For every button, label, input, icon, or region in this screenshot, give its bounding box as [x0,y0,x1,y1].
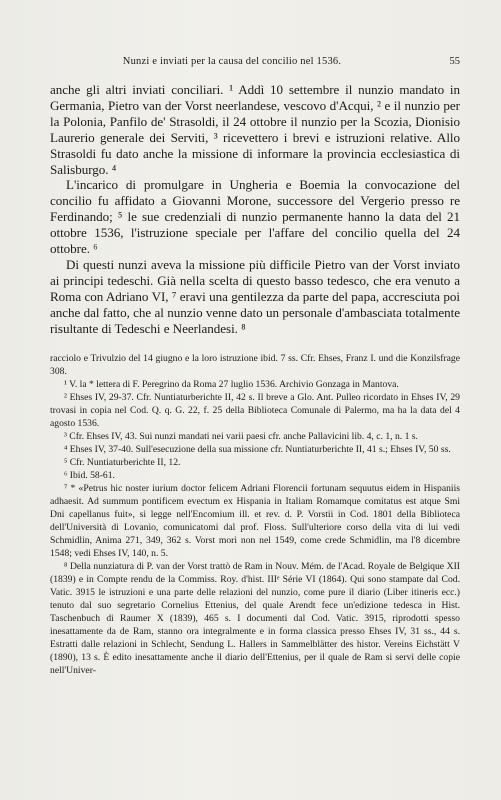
footnote: ⁴ Ehses IV, 37-40. Sull'esecuzione della sua missione cfr. Nuntiaturberichte II, 41 s.; Ehses IV, 50 ss. [64,444,451,455]
footnote-continuation: racciolo e Trivulzio del 14 giugno e la loro istruzione ibid. 7 ss. Cfr. Ehses, Franz I. und die Konzilsfrage 308. [50,353,460,377]
footnote: ⁸ Della nunziatura di P. van der Vorst trattò de Ram in Nouv. Mém. de l'Acad. Royale de Belgique XII (1839) e in Compte rendu de la Commiss. Roy. d'hist. IIIᵉ Série VI (1864). Qui sono stampate dal Cod. Vatic. 3915 le istruzioni e una parte delle relazioni del nunzio, come pure il diario (Liber itineris ecc.) tenuto dal suo segretario Cornelius Ettenius, del quale Arendt fece un'edizione tedesca in Hist. Taschenbuch di Raumer X (1839), 465 s. I documenti dal Cod. Vatic. 3915, riprodotti spesso inesattamente da de Ram, stanno ora integralmente e in forma classica presso Ehses IV, 31 ss., 44 s. Estratti dalle relazioni in Schlecht, Sendung L. Hallers in Sammelblätter des histor. Vereins Eichstätt V (1890), 13 s. È edito inesattamente anche il diario dell'Ettenius, per il quale de Ram si servì delle copie nell'Univer- [50,561,460,676]
body-paragraph: Di questi nunzi aveva la missione più difficile Pietro van der Vorst inviato ai principi tedeschi. Già nella scelta di questo basso tedesco, che era venuto a Roma con Adriano VI, ⁷ eravi una gentilezza da parte del papa, accresciuta poi anche dal fatto, che al nunzio venne dato un personale d'ambasciata totalmente risultante di Tedeschi e Neerlandesi. ⁸ [50,256,460,336]
main-text [50,82,460,337]
footnote: ⁵ Cfr. Nuntiaturberichte II, 12. [64,457,181,468]
running-title: Nunzi e inviati per la causa del concilio nel 1536. [122,56,342,67]
body-paragraph: L'incarico di promulgare in Ungheria e Boemia la convocazione del concilio fu affidato a Giovanni Morone, successore del Vergerio presso re Ferdinando; ⁵ le sue credenziali di nunzio permanente hanno la data del 21 ottobre 1536, l'istruzione speciale per l'affare del concilio quella del 24 ottobre. ⁶ [50,177,460,257]
footnotes [50,352,460,677]
footnote: ⁶ Ibid. 58-61. [64,470,115,481]
footnote: ² Ehses IV, 29-37. Cfr. Nuntiaturberichte II, 42 s. Il breve a Glo. Ant. Pulleo ricordato in Ehses IV, 29 trovasi in copia nel Cod. Q. q. G. 22, f. 25 della Biblioteca Comunale di Palermo, ma ha la data del 4 agosto 1536. [50,392,460,429]
footnote: ¹ V. la * lettera di F. Peregrino da Roma 27 luglio 1536. Archivio Gonzaga in Mantova. [64,379,399,390]
footnote: ³ Cfr. Ehses IV, 43. Sui nunzi mandati nei varii paesi cfr. anche Pallavicini lib. 4, c. 1, n. 1 s. [64,431,418,442]
footnote: ⁷ * «Petrus hic noster iurium doctor felicem Adriani Florencii fortunam sequutus eidem in Hispaniis adhaesit. Ad summum pontificem evectum ex Hispania in Italiam Romamque comitatus est atque Smi Dni capellanus fuit», si legge nell'Encomium ill. et rev. d. P. Vorstii in Cod. 1801 della Biblioteca dell'Università di Lovanio, comunicatomi dal prof. Floss. Sull'ulteriore corso della vita di lui vedi Schmidlin, Anima 271, 349, 362 s. Vorst morì non nel 1549, come crede Schmidlin, ma l'8 dicembre 1548; vedi Ehses IV, 140, n. 5. [50,483,460,559]
page-number: 55 [449,56,460,67]
body-paragraph: anche gli altri inviati conciliari. ¹ Addì 10 settembre il nunzio mandato in Germania, Pietro van der Vorst neerlandese, vescovo d'Acqui, ² e il nunzio per la Polonia, Panfilo de' Strasoldi, il 24 ottobre il nunzio per la Scozia, Dionisio Laurerio generale dei Serviti, ³ ricevettero i brevi e istruzioni relative. Allo Strasoldi fu dato anche la missione di informare la provincia ecclesiastica di Salisburgo. ⁴ [50,82,460,177]
